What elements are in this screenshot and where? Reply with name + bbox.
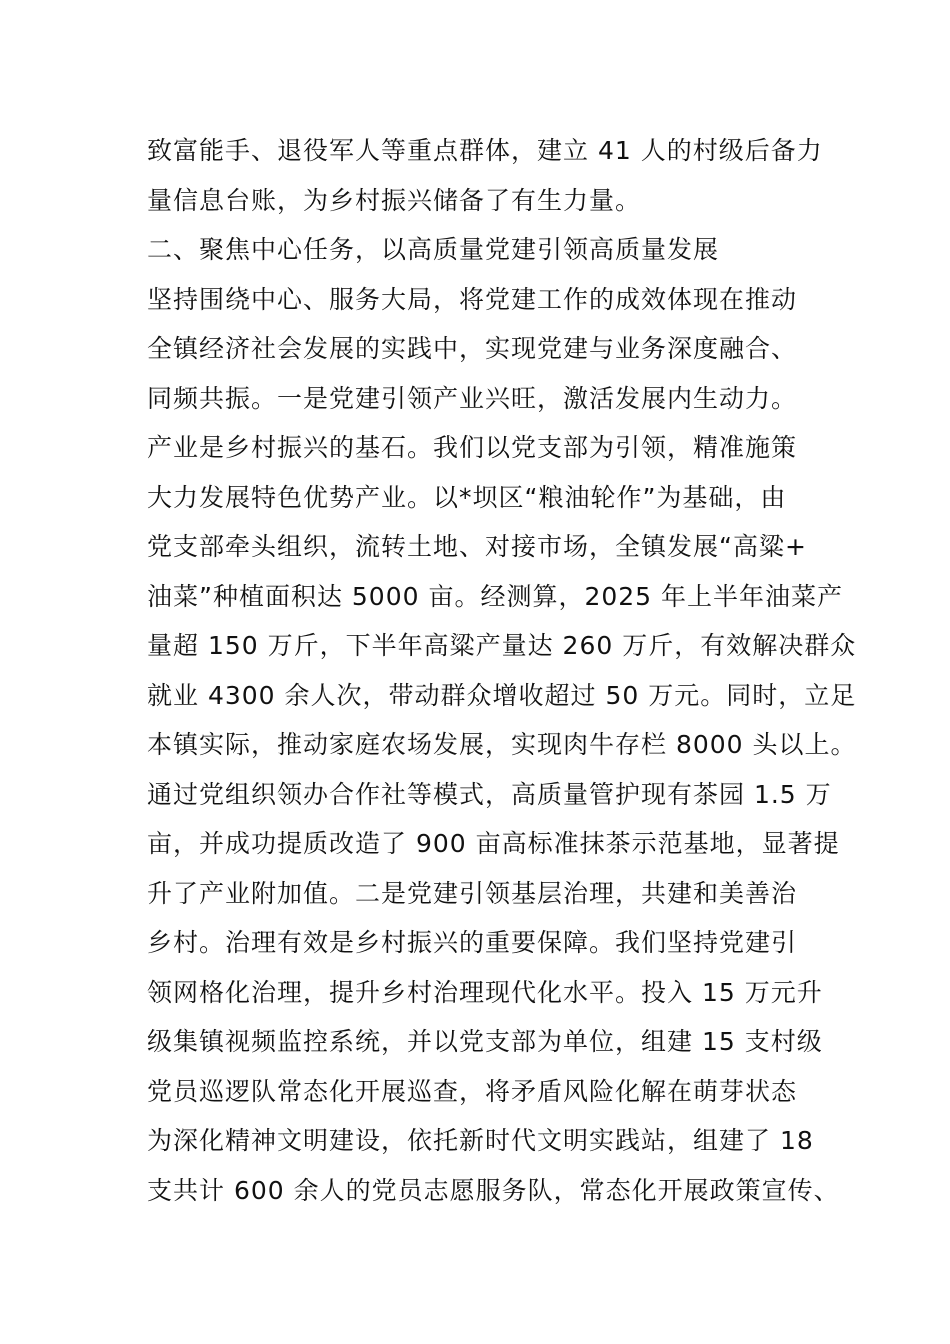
text-line: 乡村。治理有效是乡村振兴的重要保障。我们坚持党建引 bbox=[147, 928, 798, 957]
text-line: 油菜”种植面积达 5000 亩。经测算，2025 年上半年油菜产 bbox=[147, 581, 844, 611]
text-line: 产业是乡村振兴的基石。我们以党支部为引领，精准施策 bbox=[147, 433, 798, 462]
text-line: 为深化精神文明建设，依托新时代文明实践站，组建了 18 bbox=[147, 1126, 814, 1155]
text-line: 坚持围绕中心、服务大局，将党建工作的成效体现在推动 bbox=[147, 284, 798, 314]
text-line: 同频共振。一是党建引领产业兴旺，激活发展内生动力。 bbox=[147, 383, 798, 413]
text-line: 致富能手、退役军人等重点群体，建立 41 人的村级后备力 bbox=[147, 136, 823, 165]
body-text bbox=[147, 126, 857, 1215]
text-line: 本镇实际，推动家庭农场发展，实现肉牛存栏 8000 头以上。 bbox=[147, 730, 857, 759]
text-line: 就业 4300 余人次，带动群众增收超过 50 万元。同时，立足 bbox=[147, 680, 857, 710]
text-line: 级集镇视频监控系统，并以党支部为单位，组建 15 支村级 bbox=[147, 1027, 823, 1056]
text-line: 领网格化治理，提升乡村治理现代化水平。投入 15 万元升 bbox=[147, 977, 823, 1007]
text-line: 通过党组织领办合作社等模式，高质量管护现有茶园 1.5 万 bbox=[147, 779, 832, 809]
text-line: 党员巡逻队常态化开展巡查，将矛盾风险化解在萌芽状态 bbox=[147, 1076, 798, 1106]
text-line: 升了产业附加值。二是党建引领基层治理，共建和美善治 bbox=[147, 878, 798, 908]
text-line: 亩，并成功提质改造了 900 亩高标准抹茶示范基地，显著提 bbox=[147, 829, 840, 858]
text-line: 支共计 600 余人的党员志愿服务队，常态化开展政策宣传、 bbox=[147, 1175, 840, 1205]
text-line: 大力发展特色优势产业。以*坝区“粮油轮作”为基础，由 bbox=[147, 482, 787, 512]
text-line: 党支部牵头组织，流转土地、对接市场，全镇发展“高粱+ bbox=[147, 532, 807, 561]
section-heading: 二、聚焦中心任务，以高质量党建引领高质量发展 bbox=[147, 235, 720, 264]
text-line: 量超 150 万斤，下半年高粱产量达 260 万斤，有效解决群众 bbox=[147, 631, 857, 660]
text-line: 全镇经济社会发展的实践中，实现党建与业务深度融合、 bbox=[147, 334, 798, 363]
text-line: 量信息台账，为乡村振兴储备了有生力量。 bbox=[147, 185, 642, 215]
